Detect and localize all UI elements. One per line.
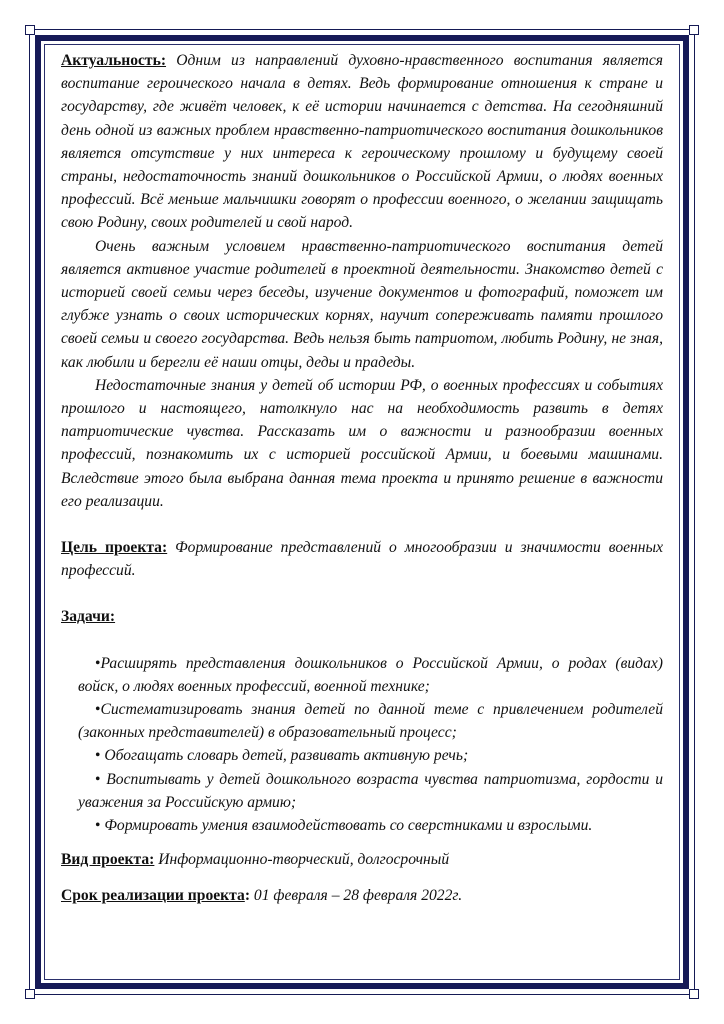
- task-item: [78, 768, 663, 814]
- task-text: Обогащать словарь детей, развивать активную речь;: [100, 747, 469, 765]
- task-text: Систематизировать знания детей по данной теме с привлечением родителей (законных представителей) в образовательный процесс;: [78, 701, 663, 742]
- goal-text: Формирование представлений о многообразии и значимости военных профессий.: [61, 539, 663, 580]
- bullet-icon: •: [95, 747, 101, 765]
- goal-heading: Цель проекта:: [61, 539, 168, 557]
- bullet-icon: •: [95, 701, 101, 719]
- bullet-icon: •: [95, 654, 101, 672]
- project-term-colon: :: [244, 886, 251, 904]
- project-type-paragraph: [61, 848, 663, 871]
- project-term-text: 01 февраля – 28 февраля 2022г.: [250, 886, 463, 904]
- task-text: Формировать умения взаимодействовать со сверстниками и взрослыми.: [100, 817, 593, 835]
- project-type-heading: Вид проекта:: [61, 851, 155, 869]
- relevance-heading: Актуальность:: [61, 52, 167, 69]
- task-item: [78, 698, 663, 744]
- tasks-heading: Задачи:: [61, 608, 116, 626]
- spacer: [61, 513, 663, 536]
- bullet-icon: •: [95, 817, 101, 835]
- corner-ornament-bottom-right: [689, 989, 699, 999]
- spacer: [61, 872, 663, 884]
- parents-paragraph: Очень важным условием нравственно-патриотического воспитания детей является активное участие родителей в проектной деятельности. Знакомство детей с историей своей семьи через беседы, изучение документов и фотографий, поможет им глубже узнать о своих исторических корнях, научит сопереживать памяти прошлого своей семьи и своего государства. Ведь нельзя быть патриотом, любить Родину, не зная, как любили и берегли её наши отцы, деды и прадеды.: [61, 237, 663, 371]
- task-item: [78, 744, 663, 767]
- task-text: Воспитывать у детей дошкольного возраста чувства патриотизма, гордости и уважения за Российскую армию;: [78, 770, 663, 811]
- tasks-list: [61, 652, 663, 838]
- project-term-heading: Срок реализации проекта: [61, 886, 245, 904]
- document-body: [61, 49, 663, 907]
- project-type-text: Информационно-творческий, долгосрочный: [154, 851, 450, 869]
- project-term-paragraph: [61, 884, 663, 907]
- corner-ornament-bottom-left: [25, 989, 35, 999]
- corner-ornament-top-left: [25, 25, 35, 35]
- bullet-icon: •: [95, 770, 101, 788]
- task-item: [78, 652, 663, 698]
- task-item: [78, 814, 663, 837]
- tasks-heading-paragraph: [61, 605, 663, 628]
- history-paragraph: Недостаточные знания у детей об истории РФ, о военных профессиях и событиях прошлого и настоящего, натолкнуло нас на необходимость развить в детях патриотические чувства. Рассказать им о важности и разнообразии военных профессий, познакомить их с историей российской Армии, и боевыми машинами. Вследствие этого была выбрана данная тема проекта и принято решение в важности его реализации.: [61, 376, 663, 510]
- spacer: [61, 629, 663, 652]
- task-text: Расширять представления дошкольников о Российской Армии, о родах (видах) войск, о людях военных профессий, военной технике;: [78, 654, 663, 695]
- relevance-text: Одним из направлений духовно-нравственного воспитания является воспитание героического начала в детях. Ведь формирование отношения к стране и государству, где живёт человек, к её истории начинается с детства. На сегодняшний день одной из важных проблем нравственно-патриотического воспитания дошкольников является отсутствие у них интереса к героическому прошлому и будущему своей страны, недостаточность знаний дошкольников о Российской Армии, о людях военных профессий. Всё меньше мальчишки говорят о профессии военного, о желании защищать свою Родину, своих родителей и свой народ.: [61, 52, 663, 232]
- goal-paragraph: [61, 536, 663, 582]
- relevance-paragraph: [61, 49, 663, 235]
- spacer: [61, 582, 663, 605]
- spacer: [61, 837, 663, 848]
- corner-ornament-top-right: [689, 25, 699, 35]
